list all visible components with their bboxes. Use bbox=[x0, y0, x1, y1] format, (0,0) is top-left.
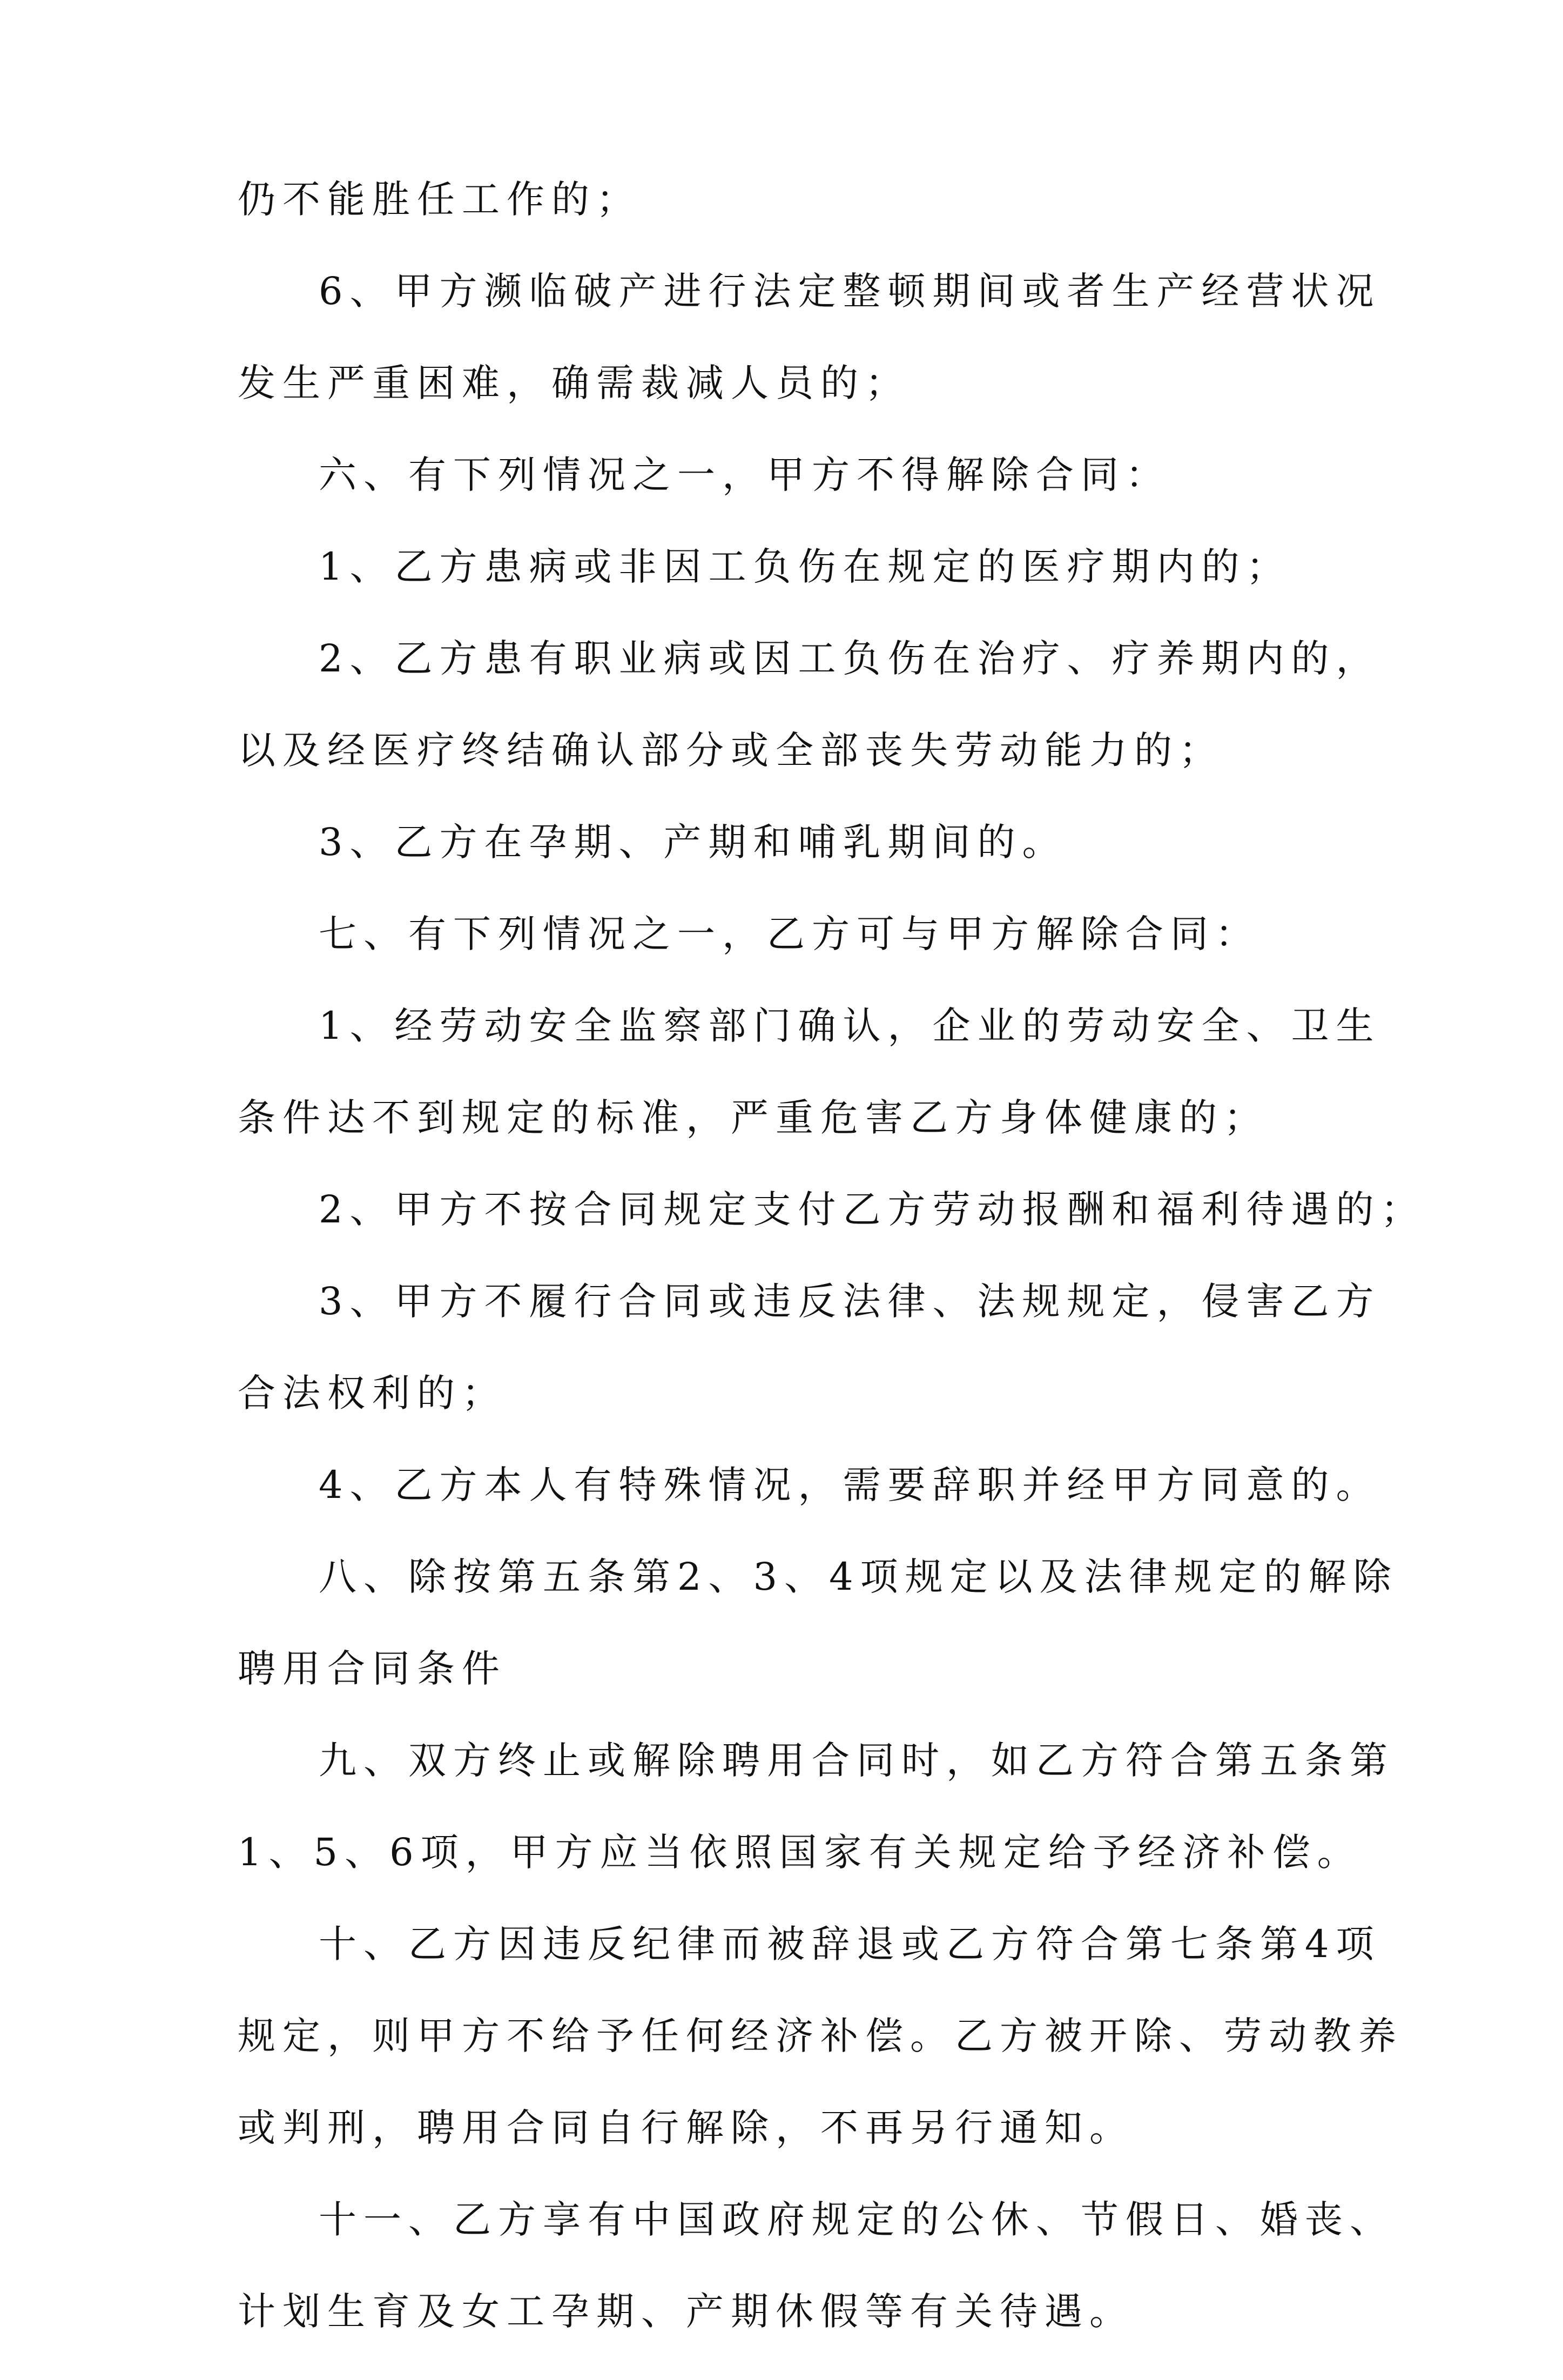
text-line: 1、经劳动安全监察部门确认，企业的劳动安全、卫生 bbox=[319, 1004, 1381, 1048]
text-line: 聘用合同条件 bbox=[238, 1646, 507, 1691]
text-line: 规定，则甲方不给予任何经济补偿。乙方被开除、劳动教养 bbox=[238, 2014, 1403, 2058]
text-line: 4、乙方本人有特殊情况，需要辞职并经甲方同意的。 bbox=[319, 1463, 1381, 1507]
text-line: 2、乙方患有职业病或因工负伤在治疗、疗养期内的， bbox=[319, 636, 1381, 681]
text-line: 1、5、6项，甲方应当依照国家有关规定给予经济补偿。 bbox=[238, 1830, 1362, 1874]
text-line: 3、甲方不履行合同或违反法律、法规规定，侵害乙方 bbox=[319, 1279, 1381, 1323]
text-line: 发生严重困难，确需裁减人员的； bbox=[238, 361, 910, 405]
text-line: 合法权利的； bbox=[238, 1371, 507, 1415]
text-line: 十一、乙方享有中国政府规定的公休、节假日、婚丧、 bbox=[319, 2197, 1394, 2242]
document-body bbox=[238, 176, 1426, 2380]
text-line: 七、有下列情况之一，乙方可与甲方解除合同： bbox=[319, 912, 1260, 956]
text-line: 九、双方终止或解除聘用合同时，如乙方符合第五条第 bbox=[319, 1738, 1394, 1783]
text-line: 2、甲方不按合同规定支付乙方劳动报酬和福利待遇的； bbox=[319, 1187, 1426, 1232]
text-line: 或判刑，聘用合同自行解除，不再另行通知。 bbox=[238, 2106, 1134, 2150]
text-line: 八、除按第五条第2、3、4项规定以及法律规定的解除 bbox=[319, 1555, 1398, 1599]
text-line: 六、有下列情况之一，甲方不得解除合同： bbox=[319, 453, 1170, 497]
text-line: 6、甲方濒临破产进行法定整顿期间或者生产经营状况 bbox=[319, 269, 1381, 313]
text-line: 仍不能胜任工作的； bbox=[238, 177, 641, 221]
text-line: 1、乙方患病或非因工负伤在规定的医疗期内的； bbox=[319, 544, 1291, 589]
text-line: 以及经医疗终结确认部分或全部丧失劳动能力的； bbox=[238, 728, 1224, 772]
text-line: 3、乙方在孕期、产期和哺乳期间的。 bbox=[319, 820, 1067, 864]
text-line: 十、乙方因违反纪律而被辞退或乙方符合第七条第4项 bbox=[319, 1922, 1381, 1966]
text-line: 计划生育及女工孕期、产期休假等有关待遇。 bbox=[238, 2289, 1134, 2334]
text-line: 条件达不到规定的标准，严重危害乙方身体健康的； bbox=[238, 1095, 1269, 1140]
